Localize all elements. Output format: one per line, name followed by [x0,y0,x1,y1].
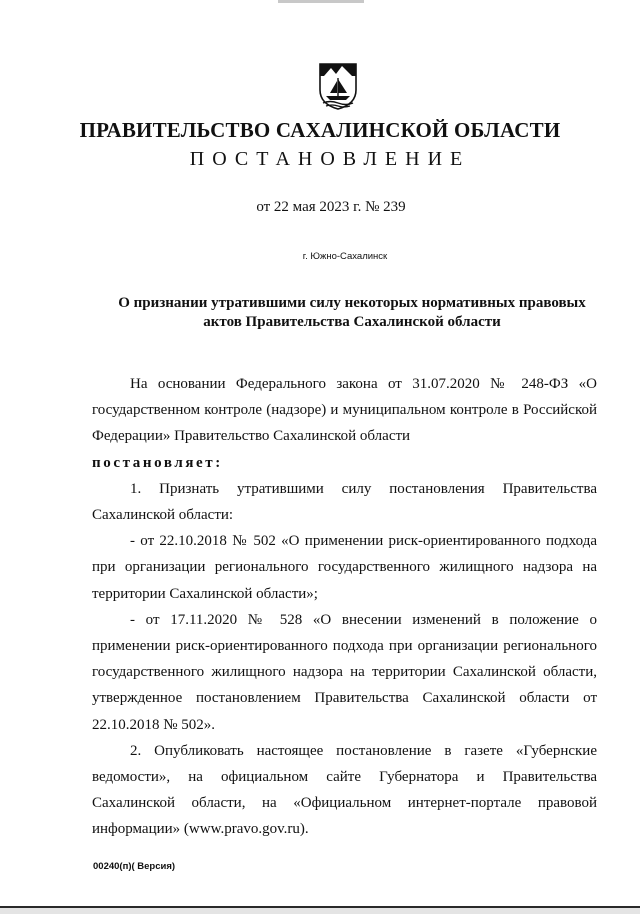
item-1-subitem-b: - от 17.11.2020 № 528 «О внесении изменений в положение о применении риск-ориентированного подхода при организации регионального государственного жилищного надзора на территории Сахалинской области, утвержденное постановлением Правительства Сахалинской области от 22.10.2018 № 502». [92,611,597,733]
item-1-paragraph: 1. Признать утратившими силу постановления Правительства Сахалинской области: [92,480,597,524]
scan-bottom-shade [0,908,640,914]
subject-line-1: О признании утратившими силу некоторых нормативных правовых [118,295,586,311]
government-name: ПРАВИТЕЛЬСТВО САХАЛИНСКОЙ ОБЛАСТИ [79,118,561,142]
decree-word [92,450,597,476]
sakhalin-coat-of-arms-icon [318,62,358,110]
item-2-paragraph: 2. Опубликовать настоящее постановление в газете «Губернские ведомости», на официальном сайте Губернатора и Правительства Сахалинской области, на «Официальном интернет-портале правовой информации» (www.pravo.gov.ru). [92,742,597,838]
document-body [92,371,597,843]
scan-top-mark [278,0,364,3]
document-subject [92,294,612,332]
footer-version-code: 00240(п)( Версия) [93,861,176,872]
preamble-paragraph: На основании Федерального закона от 31.07.2020 № 248-ФЗ «О государственном контроле (надзоре) и муниципальном контроле в Российской Федерации» Правительство Сахалинской области [92,376,597,445]
item-1-subitem-a: - от 22.10.2018 № 502 «О применении риск-ориентированного подхода при организации регионального государственного жилищного надзора на территории Сахалинской области»; [92,533,597,602]
document-date-number: от 22 мая 2023 г. № 239 [256,199,406,215]
document-type: ПОСТАНОВЛЕНИЕ [189,148,471,170]
subject-line-2: актов Правительства Сахалинской области [203,314,501,330]
document-city: г. Южно-Сахалинск [302,251,388,262]
decree-word-text: постановляет: [92,454,223,471]
